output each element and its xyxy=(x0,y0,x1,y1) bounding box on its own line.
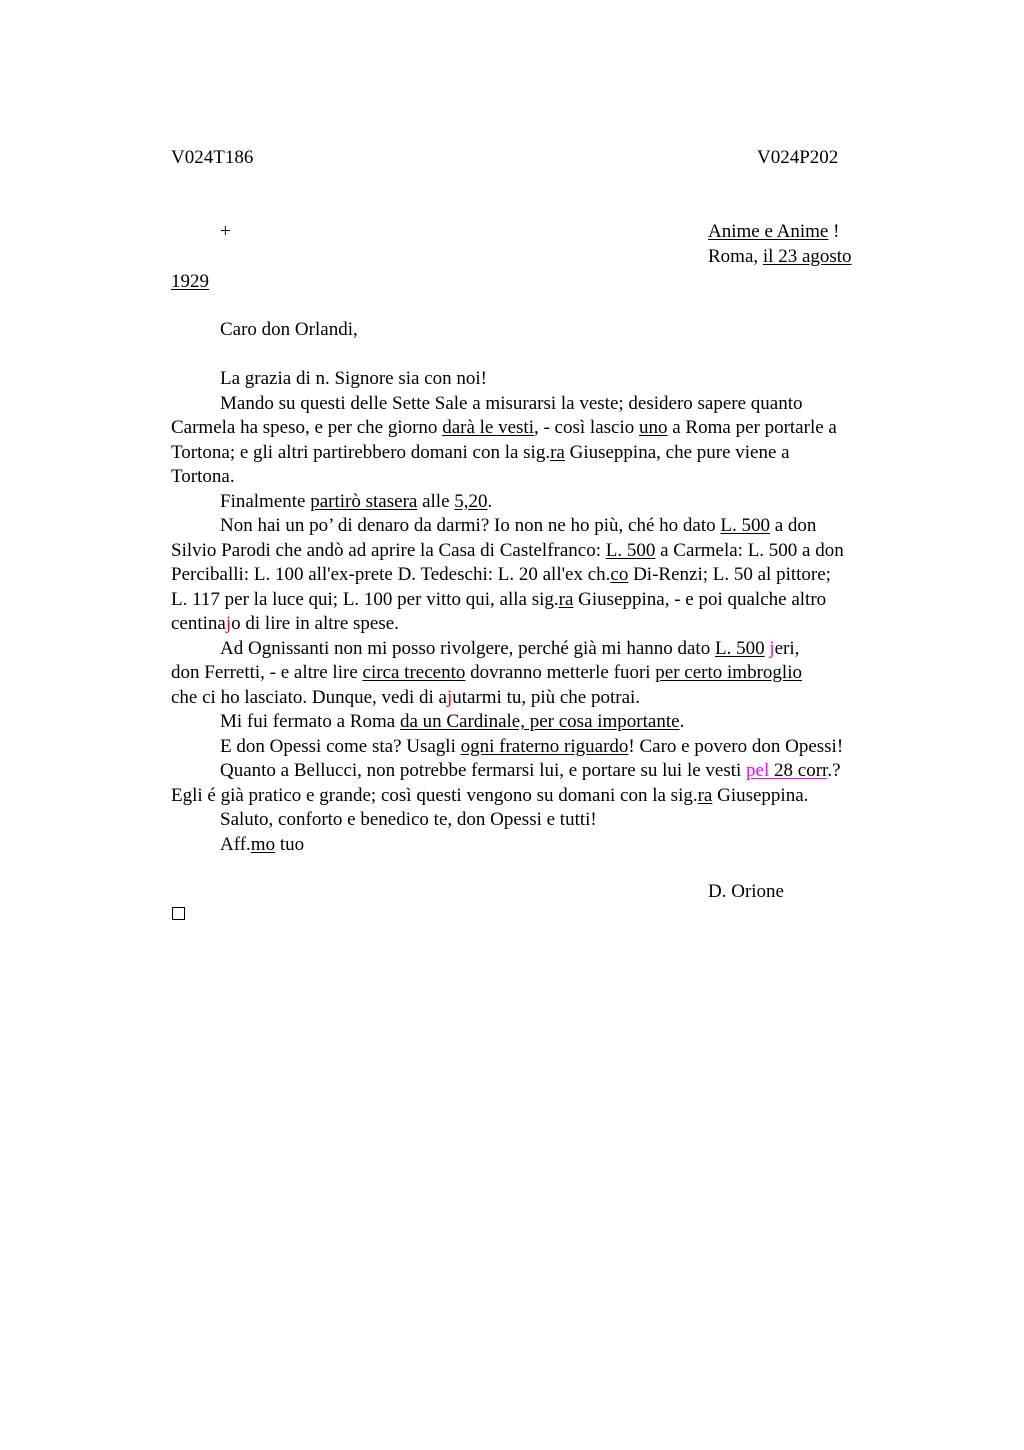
magenta-letter: j xyxy=(769,637,775,659)
text-line xyxy=(171,563,911,588)
year-text: 1929 xyxy=(171,271,209,292)
text-line xyxy=(171,686,911,711)
text-run: Perciballi: L. 100 all'ex-prete D. Tedeschi: L. 20 all'ex ch. xyxy=(171,564,611,585)
text-run: Non hai un po’ di denaro da darmi? Io non ne ho più, ché ho dato xyxy=(220,515,721,536)
motto xyxy=(708,220,839,244)
paragraph-departure xyxy=(171,490,911,515)
paragraph-cardinal xyxy=(171,710,911,735)
letter-body xyxy=(171,367,911,857)
text-run: Mi fui fermato a Roma xyxy=(220,711,400,732)
signature: D. Orione xyxy=(708,881,784,902)
underlined-run: darà le vesti xyxy=(442,417,534,438)
end-square-mark xyxy=(172,907,185,920)
red-letter: j xyxy=(446,686,453,708)
underlined-run: ra xyxy=(558,588,574,610)
document-code-left: V024T186 xyxy=(171,147,254,168)
paragraph-blessing: Saluto, conforto e benedico te, don Opessi e tutti! xyxy=(220,809,597,830)
text-run: Giuseppina, che pure viene a xyxy=(564,441,790,463)
year xyxy=(171,270,209,294)
text-line xyxy=(171,441,911,466)
place: Roma, xyxy=(708,246,763,267)
place-date xyxy=(708,245,852,269)
underlined-run: da un Cardinale, per cosa importante xyxy=(399,711,680,732)
text-run: Aff. xyxy=(220,833,251,855)
date: il 23 agosto xyxy=(762,246,852,267)
underlined-run: ra xyxy=(697,784,713,806)
text-run: alle xyxy=(417,490,455,512)
text-run: don Ferretti, - e altre lire xyxy=(171,662,363,683)
text-run: o di lire in altre spese. xyxy=(231,613,399,634)
text-run: Egli é già pratico e grande; così questi vengono su domani con la sig. xyxy=(171,784,698,806)
underlined-run: L. 500 xyxy=(605,539,656,561)
text-run: a Carmela: L. 500 a don xyxy=(655,539,844,561)
document-code-right: V024P202 xyxy=(757,147,839,168)
text-run: eri, xyxy=(774,637,800,659)
underlined-run: co xyxy=(610,564,629,585)
text-run: . xyxy=(679,711,685,732)
underlined-run: uno xyxy=(639,417,668,438)
text-run: .? xyxy=(827,760,841,781)
text-run: Giuseppina, - e poi qualche altro xyxy=(573,588,827,610)
red-letter: j xyxy=(225,613,232,634)
cross-mark: + xyxy=(220,221,231,242)
text-run: L. 117 per la luce qui; L. 100 per vitto qui, alla sig. xyxy=(171,588,559,610)
text-line xyxy=(171,514,911,539)
text-run: Quanto a Bellucci, non potrebbe fermarsi lui, e portare su lui le vesti xyxy=(220,760,747,781)
text-run: Carmela ha speso, e per che giorno xyxy=(171,417,443,438)
text-run: Di-Renzi; L. 50 al pittore; xyxy=(628,564,831,585)
underlined-run: partirò stasera xyxy=(310,490,418,512)
text-run: utarmi tu, più che potrai. xyxy=(452,686,641,708)
text-line xyxy=(171,416,911,441)
text-run: tuo xyxy=(275,833,305,855)
text-line: Tortona. xyxy=(171,466,235,487)
text-line xyxy=(171,784,911,809)
underlined-run xyxy=(746,760,827,781)
text-run: Silvio Parodi che andò ad aprire la Casa di Castelfranco: xyxy=(171,539,606,561)
text-line xyxy=(171,759,911,784)
text-run: centina xyxy=(171,613,226,634)
underlined-run: ogni fraterno riguardo xyxy=(460,735,629,757)
paragraph-opessi xyxy=(171,735,911,760)
text-run: 28 corr xyxy=(769,760,828,781)
text-run: Finalmente xyxy=(220,490,311,512)
underlined-run: ra xyxy=(550,441,565,463)
text-line: Mando su questi delle Sette Sale a misurarsi la veste; desidero sapere quanto xyxy=(220,392,803,414)
underlined-run: circa trecento xyxy=(362,662,466,683)
text-run: , - così lascio xyxy=(533,417,639,438)
underlined-run: mo xyxy=(250,833,276,855)
underlined-run: 5,20 xyxy=(454,490,488,512)
salutation: Caro don Orlandi, xyxy=(220,319,358,340)
paragraph-greeting: La grazia di n. Signore sia con noi! xyxy=(220,368,487,389)
text-run: a Roma per portarle a xyxy=(667,417,837,438)
closing xyxy=(171,833,911,858)
text-run: E don Opessi come sta? Usagli xyxy=(220,735,461,757)
motto-text: Anime e Anime xyxy=(708,221,829,242)
text-run: che ci ho lasciato. Dunque, vedi di a xyxy=(171,686,447,708)
paragraph-ognissanti xyxy=(171,637,911,711)
text-run: ! Caro e povero don Opessi! xyxy=(628,735,844,757)
paragraph-bellucci xyxy=(171,759,911,808)
text-run: a don xyxy=(769,515,817,536)
text-run: dovranno metterle fuori xyxy=(465,662,656,683)
magenta-run: pel xyxy=(746,760,770,781)
underlined-run: L. 500 xyxy=(714,637,765,659)
text-line xyxy=(171,588,911,613)
underlined-run: per certo imbroglio xyxy=(655,662,802,683)
text-line xyxy=(171,612,911,637)
motto-end: ! xyxy=(828,221,840,242)
text-run: Giuseppina. xyxy=(712,784,809,806)
text-line xyxy=(171,637,911,662)
text-run: Ad Ognissanti non mi posso rivolgere, perché già mi hanno dato xyxy=(220,637,715,659)
text-run: . xyxy=(487,490,493,512)
underlined-run: L. 500 xyxy=(720,515,770,536)
text-line xyxy=(171,661,911,686)
text-run: Tortona; e gli altri partirebbero domani con la sig. xyxy=(171,441,551,463)
paragraph-money xyxy=(171,514,911,637)
paragraph-vesti xyxy=(171,392,911,490)
text-line xyxy=(171,539,911,564)
